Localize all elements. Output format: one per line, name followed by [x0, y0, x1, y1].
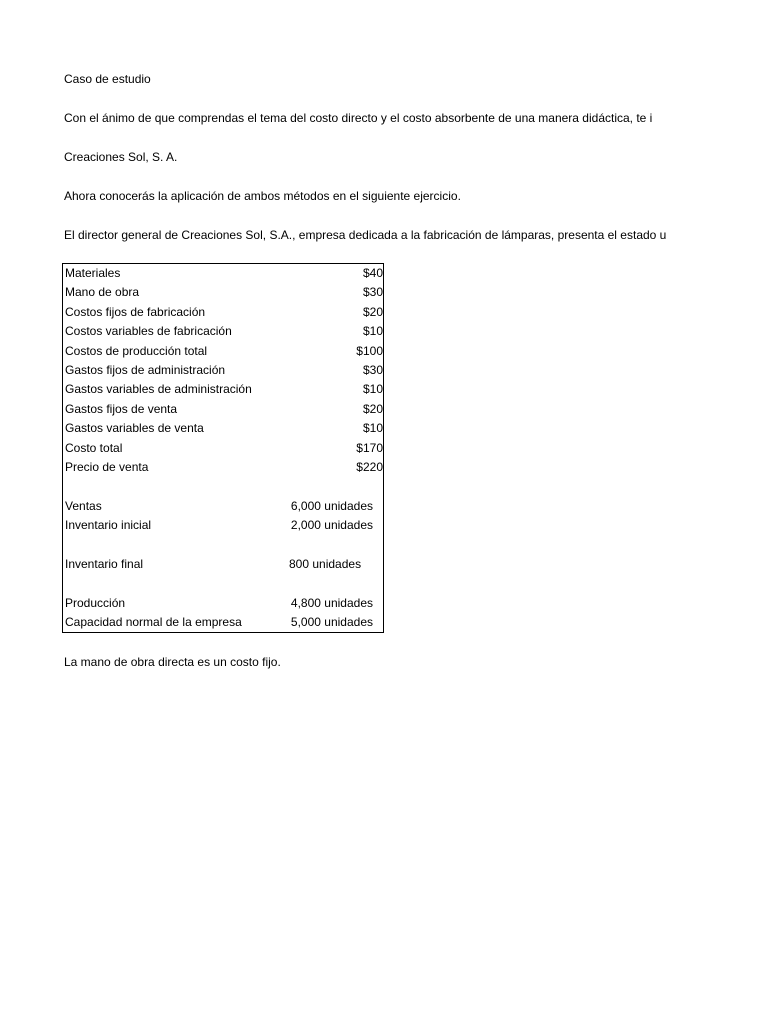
cost-label: Costos de producción total [65, 343, 208, 358]
table-row [63, 497, 383, 516]
cost-label: Gastos variables de venta [65, 421, 204, 436]
table-row [63, 380, 383, 399]
table-row [63, 613, 383, 632]
blank-row [63, 574, 383, 593]
table-row [63, 555, 383, 574]
cost-value: $10 [362, 421, 383, 436]
table-row [63, 594, 383, 613]
footer-note: La mano de obra directa es un costo fijo. [64, 655, 281, 669]
description-paragraph: El director general de Creaciones Sol, S.A., empresa dedicada a la fabricación de lámparas, presenta el estado u [64, 228, 667, 242]
cost-label: Gastos variables de administración [65, 382, 252, 397]
case-title: Caso de estudio [64, 72, 151, 86]
cost-label: Gastos fijos de administración [65, 362, 226, 377]
units-value: 800 unidades [289, 556, 362, 571]
table-row [63, 303, 383, 322]
cost-value: $20 [362, 401, 383, 416]
blank-row [63, 535, 383, 554]
units-label: Producción [65, 595, 126, 610]
cost-label: Mano de obra [65, 285, 140, 300]
cost-value: $220 [356, 459, 383, 474]
table-row [63, 322, 383, 341]
units-value: 6,000 unidades [290, 498, 373, 513]
subintro-paragraph: Ahora conocerás la aplicación de ambos métodos en el siguiente ejercicio. [64, 189, 461, 203]
cost-label: Gastos fijos de venta [65, 401, 178, 416]
table-row [63, 516, 383, 535]
units-label: Inventario inicial [65, 518, 152, 533]
cost-label: Costo total [65, 440, 123, 455]
table-row [63, 342, 383, 361]
units-value: 2,000 unidades [290, 518, 373, 533]
table-row [63, 264, 383, 283]
table-row [63, 419, 383, 438]
blank-row [63, 477, 383, 496]
cost-value: $20 [362, 304, 383, 319]
table-row [63, 400, 383, 419]
cost-value: $30 [362, 362, 383, 377]
cost-label: Costos variables de fabricación [65, 324, 232, 339]
cost-label: Precio de venta [65, 459, 149, 474]
cost-value: $100 [356, 343, 383, 358]
intro-paragraph: Con el ánimo de que comprendas el tema del costo directo y el costo absorbente de una manera didáctica, te i [64, 111, 653, 125]
cost-value: $170 [356, 440, 383, 455]
table-row [63, 361, 383, 380]
units-label: Ventas [65, 498, 102, 513]
cost-value: $10 [362, 324, 383, 339]
cost-label: Materiales [65, 266, 121, 280]
cost-label: Costos fijos de fabricación [65, 304, 206, 319]
table-row [63, 458, 383, 477]
units-label: Capacidad normal de la empresa [65, 615, 242, 630]
units-value: 5,000 unidades [290, 615, 373, 630]
company-name: Creaciones Sol, S. A. [64, 150, 178, 164]
cost-value: $40 [362, 266, 383, 280]
table-row [63, 439, 383, 458]
units-value: 4,800 unidades [290, 595, 373, 610]
table-row [63, 283, 383, 302]
cost-data-table [62, 263, 384, 633]
cost-value: $10 [362, 382, 383, 397]
units-label: Inventario final [65, 556, 144, 571]
cost-value: $30 [362, 285, 383, 300]
